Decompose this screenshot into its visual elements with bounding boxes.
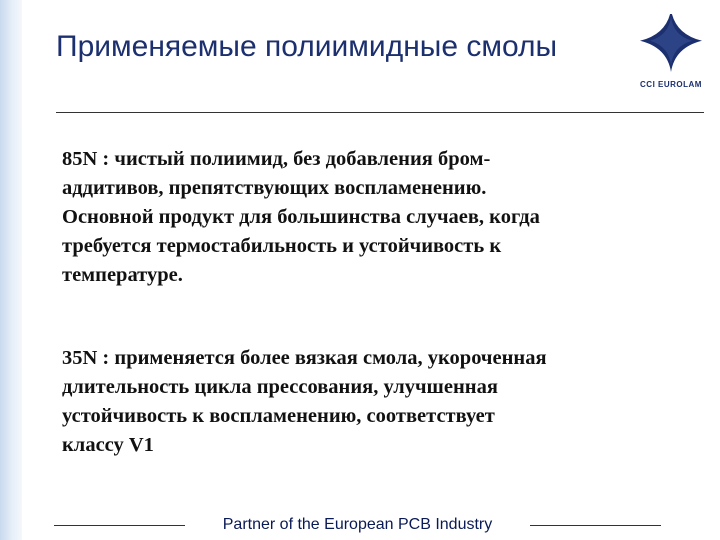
footer-divider-left — [54, 525, 185, 526]
paragraph-85n-line: требуется термостабильность и устойчивость к — [62, 235, 502, 257]
paragraph-85n-line: 85N : чистый полиимид, без добавления бром- — [62, 148, 491, 170]
paragraph-85n-line: температуре. — [62, 264, 183, 286]
paragraph-85n-line: аддитивов, препятствующих воспламенению. — [62, 177, 487, 199]
paragraph-35n — [62, 344, 662, 460]
side-gradient-bar — [0, 0, 22, 540]
footer-tagline: Partner of the European PCB Industry — [222, 516, 493, 533]
logo-wordmark: CCI EUROLAM — [640, 80, 702, 89]
title-divider — [56, 112, 704, 113]
page-title: Применяемые полиимидные смолы — [56, 30, 558, 63]
paragraph-35n-line: классу V1 — [62, 434, 154, 456]
footer-divider-right — [530, 525, 661, 526]
paragraph-35n-line: длительность цикла прессования, улучшенная — [62, 376, 498, 398]
paragraph-35n-line: устойчивость к воспламенению, соответствует — [62, 405, 495, 427]
paragraph-85n-line: Основной продукт для большинства случаев, когда — [62, 206, 540, 228]
paragraph-35n-line: 35N : применяется более вязкая смола, укороченная — [62, 347, 547, 369]
paragraph-85n — [62, 145, 662, 290]
